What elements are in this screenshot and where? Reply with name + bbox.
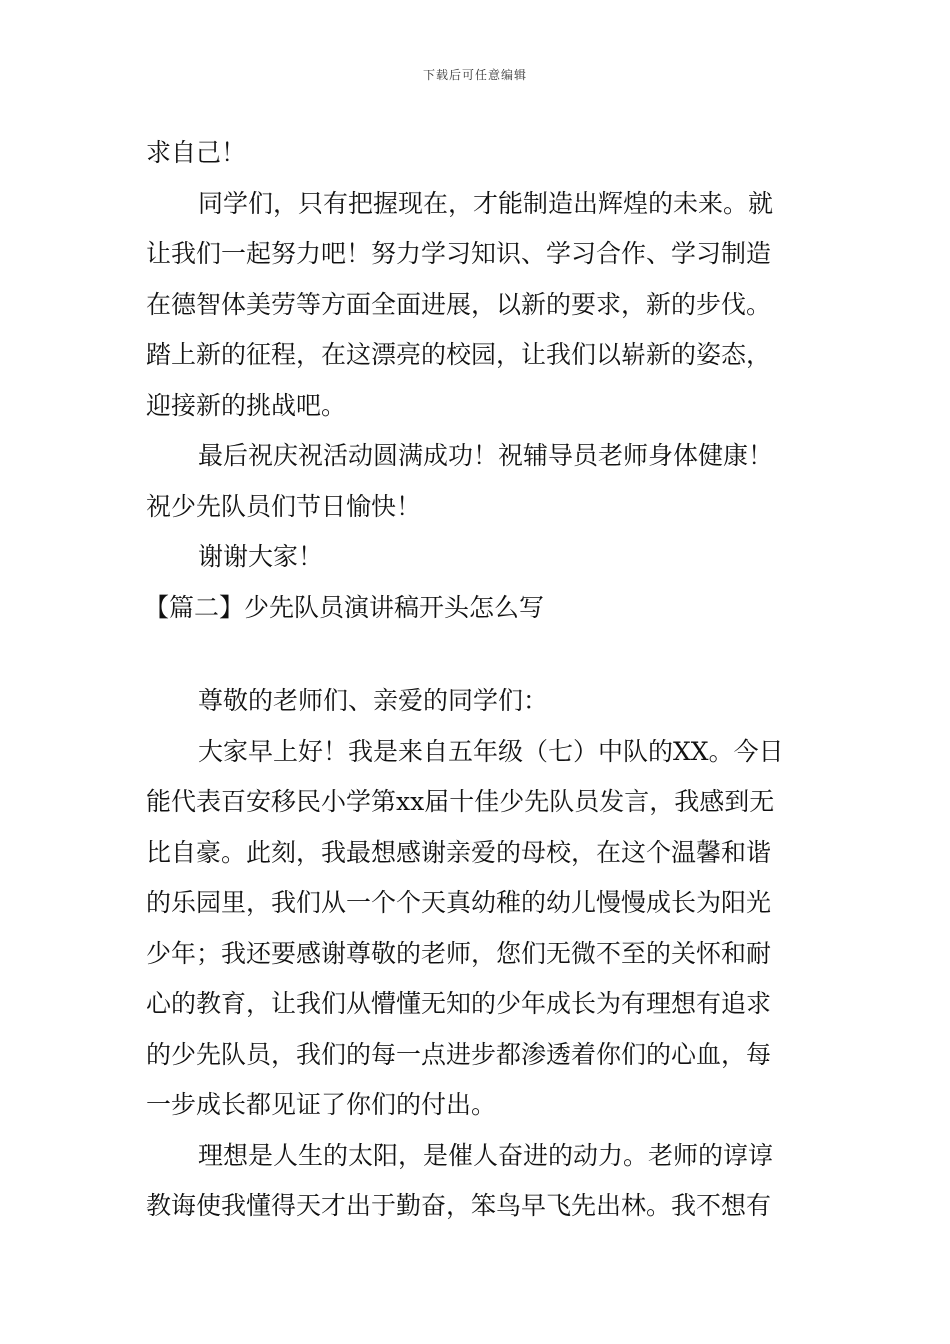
- paragraph-line: 少年；我还要感谢尊敬的老师，您们无微不至的关怀和耐: [146, 938, 772, 968]
- paragraph-line: 谢谢大家！: [198, 542, 324, 571]
- paragraph-line: 的少先队员，我们的每一点进步都渗透着你们的心血，每: [146, 1039, 772, 1069]
- section-heading: 【篇二】少先队员演讲稿开头怎么写: [144, 592, 545, 622]
- paragraph-line: 让我们一起努力吧！努力学习知识、学习合作、学习制造: [146, 239, 772, 268]
- paragraph-line: 能代表百安移民小学第xx届十佳少先队员发言，我感到无: [146, 787, 775, 816]
- paragraph-line: 在德智体美劳等方面全面进展，以新的要求，新的步伐。: [146, 289, 772, 319]
- paragraph-line: 迎接新的挑战吧。: [146, 390, 347, 420]
- paragraph-line: 最后祝庆祝活动圆满成功！祝辅导员老师身体健康！: [198, 441, 774, 470]
- salutation-line: 尊敬的老师们、亲爱的同学们：: [198, 686, 549, 715]
- section-spacer: [146, 633, 810, 676]
- paragraph-line: 心的教育，让我们从懵懂无知的少年成长为有理想有追求: [146, 989, 772, 1018]
- paragraph-line: 教诲使我懂得天才出于勤奋，笨鸟早飞先出林。我不想有: [146, 1191, 772, 1220]
- paragraph-line: 比自豪。此刻，我最想感谢亲爱的母校，在这个温馨和谐: [146, 837, 772, 867]
- paragraph-line: 求自己！: [146, 138, 247, 167]
- paragraph-line: 理想是人生的太阳，是催人奋进的动力。老师的谆谆: [198, 1140, 774, 1170]
- paragraph-line: 祝少先队员们节日愉快！: [146, 491, 422, 521]
- paragraph-line: 一步成长都见证了你们的付出。: [146, 1090, 497, 1119]
- paragraph-line: 同学们，只有把握现在，才能制造出辉煌的未来。就: [198, 188, 774, 218]
- document-body: [146, 128, 810, 1232]
- page-header-note: 下载后可任意编辑: [422, 68, 527, 82]
- paragraph-line: 踏上新的征程，在这漂亮的校园，让我们以崭新的姿态，: [146, 340, 772, 369]
- paragraph-line: 大家早上好！我是来自五年级（七）中队的XX。今日: [198, 736, 784, 766]
- paragraph-line: 的乐园里，我们从一个个天真幼稚的幼儿慢慢成长为阳光: [146, 888, 772, 917]
